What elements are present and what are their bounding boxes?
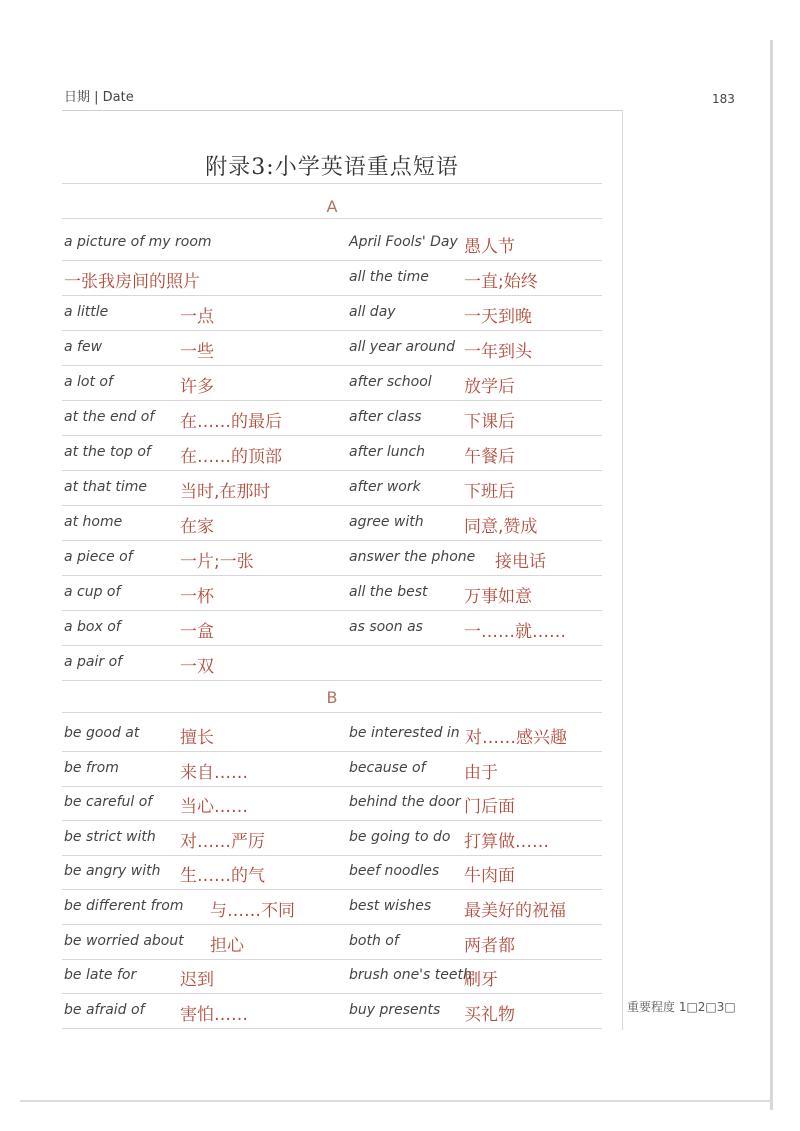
phrase-chinese: 迟到 (180, 970, 214, 991)
phrase-chinese: 一双 (180, 657, 214, 677)
phrase-english: all year around (349, 339, 456, 355)
phrase-english: be interested in (349, 725, 460, 741)
phrase-chinese: 同意,赞成 (464, 517, 538, 537)
phrase-english: a lot of (64, 374, 113, 390)
phrase-chinese: 当心…… (180, 797, 248, 818)
phrase-chinese: 接电话 (495, 552, 546, 572)
phrase-english: behind the door (349, 794, 461, 811)
phrase-chinese: 许多 (180, 377, 214, 397)
ruled-line (62, 505, 602, 506)
ruled-line (62, 295, 602, 296)
phrase-english: both of (349, 932, 399, 949)
phrase-chinese: 一年到头 (464, 342, 532, 362)
ruled-line (62, 1028, 602, 1029)
phrase-english: answer the phone (349, 549, 476, 565)
page-number: 183 (712, 92, 735, 106)
phrase-english: at home (64, 514, 123, 530)
phrase-english: be worried about (64, 932, 184, 949)
ruled-line (62, 751, 602, 752)
phrase-english: agree with (349, 514, 424, 530)
phrase-english: beef noodles (349, 863, 440, 880)
phrase-english: a few (64, 339, 103, 355)
ruled-line (62, 400, 602, 401)
ruled-line (62, 470, 602, 471)
phrase-english: be from (64, 759, 119, 776)
ruled-line (62, 218, 602, 219)
phrase-english: a box of (64, 619, 121, 635)
ruled-line (62, 645, 602, 646)
page-title: 附录3:小学英语重点短语 (205, 155, 459, 180)
page-edge-shadow (770, 40, 773, 1110)
phrase-english: a piece of (64, 549, 133, 565)
phrase-chinese: 刷牙 (464, 970, 498, 991)
ruled-line (62, 924, 602, 925)
phrase-english: be going to do (349, 828, 451, 845)
phrase-chinese: 万事如意 (464, 587, 532, 607)
ruled-line (62, 365, 602, 366)
phrase-chinese: 害怕…… (180, 1004, 248, 1025)
phrase-english: be good at (64, 725, 140, 741)
phrase-chinese: 一些 (180, 342, 214, 362)
phrase-english: be late for (64, 967, 137, 984)
phrase-english: as soon as (349, 619, 423, 635)
phrase-english: because of (349, 759, 426, 776)
phrase-chinese: 最美好的祝福 (464, 901, 566, 921)
ruled-line (62, 183, 602, 184)
phrase-english: all the best (349, 584, 428, 600)
phrase-english: April Fools' Day (349, 234, 458, 250)
phrase-english: after school (349, 374, 432, 390)
phrase-english: at the top of (64, 444, 151, 460)
phrase-chinese: 对……严厉 (180, 831, 265, 852)
phrase-chinese: 来自…… (180, 762, 248, 783)
phrase-chinese: 一杯 (180, 587, 214, 607)
phrase-english: a pair of (64, 654, 123, 670)
phrase-english: all day (349, 304, 396, 320)
ruled-line (62, 855, 602, 856)
phrase-english: be afraid of (64, 1001, 145, 1018)
phrase-chinese: 买礼物 (464, 1004, 515, 1025)
importance-rating: 重要程度 1□2□3□ (627, 1000, 736, 1014)
phrase-english: be different from (64, 898, 184, 914)
ruled-line (62, 680, 602, 681)
phrase-chinese: 一张我房间的照片 (64, 272, 200, 292)
ruled-line (62, 712, 602, 713)
phrase-chinese: 午餐后 (464, 447, 515, 467)
phrase-english: best wishes (349, 898, 432, 914)
phrase-chinese: 担心 (210, 935, 244, 956)
phrase-chinese: 一点 (180, 307, 214, 327)
phrase-english: a little (64, 304, 109, 320)
ruled-line (62, 260, 602, 261)
phrase-chinese: 愚人节 (464, 237, 515, 257)
phrase-chinese: 下班后 (464, 482, 515, 502)
ruled-line (62, 330, 602, 331)
ruled-line (62, 435, 602, 436)
phrase-english: brush one's teeth (349, 967, 472, 984)
phrase-english: after work (349, 479, 421, 495)
date-label: 日期 | Date (64, 90, 134, 105)
phrase-chinese: 牛肉面 (464, 866, 515, 887)
phrase-english: a cup of (64, 584, 121, 600)
ruled-line (62, 540, 602, 541)
phrase-english: be careful of (64, 794, 153, 811)
phrase-chinese: 两者都 (464, 935, 515, 956)
phrase-chinese: 一……就…… (464, 622, 566, 642)
phrase-chinese: 放学后 (464, 377, 515, 397)
phrase-chinese: 一直;始终 (464, 272, 538, 292)
phrase-chinese: 在……的最后 (180, 412, 282, 432)
phrase-chinese: 在家 (180, 517, 214, 537)
phrase-english: buy presents (349, 1001, 441, 1018)
phrase-english: be angry with (64, 863, 161, 880)
ruled-line (62, 889, 602, 890)
phrase-english: after class (349, 409, 422, 425)
page-bottom-shadow (20, 1100, 772, 1102)
phrase-chinese: 当时,在那时 (180, 482, 271, 502)
phrase-chinese: 由于 (464, 762, 498, 783)
section-letter-a: A (326, 197, 338, 216)
ruled-line (62, 993, 602, 994)
phrase-chinese: 与……不同 (210, 901, 295, 921)
phrase-chinese: 一片;一张 (180, 552, 254, 572)
ruled-line (62, 575, 602, 576)
phrase-chinese: 一盒 (180, 622, 214, 642)
phrase-chinese: 擅长 (180, 728, 214, 748)
phrase-english: be strict with (64, 828, 156, 845)
phrase-chinese: 打算做…… (464, 831, 549, 852)
ruled-line (62, 610, 602, 611)
header-rule (62, 110, 622, 111)
phrase-chinese: 在……的顶部 (180, 447, 282, 467)
phrase-english: after lunch (349, 444, 426, 460)
phrase-chinese: 对……感兴趣 (465, 728, 567, 748)
phrase-english: at the end of (64, 409, 155, 425)
phrase-english: all the time (349, 269, 429, 285)
ruled-line (62, 820, 602, 821)
ruled-line (62, 786, 602, 787)
phrase-chinese: 下课后 (464, 412, 515, 432)
ruled-line (62, 959, 602, 960)
phrase-chinese: 一天到晚 (464, 307, 532, 327)
phrase-english: a picture of my room (64, 234, 212, 250)
phrase-chinese: 生……的气 (180, 866, 265, 887)
section-letter-b: B (326, 688, 338, 707)
phrase-english: at that time (64, 479, 148, 495)
phrase-chinese: 门后面 (464, 797, 515, 818)
margin-line (622, 110, 623, 1030)
